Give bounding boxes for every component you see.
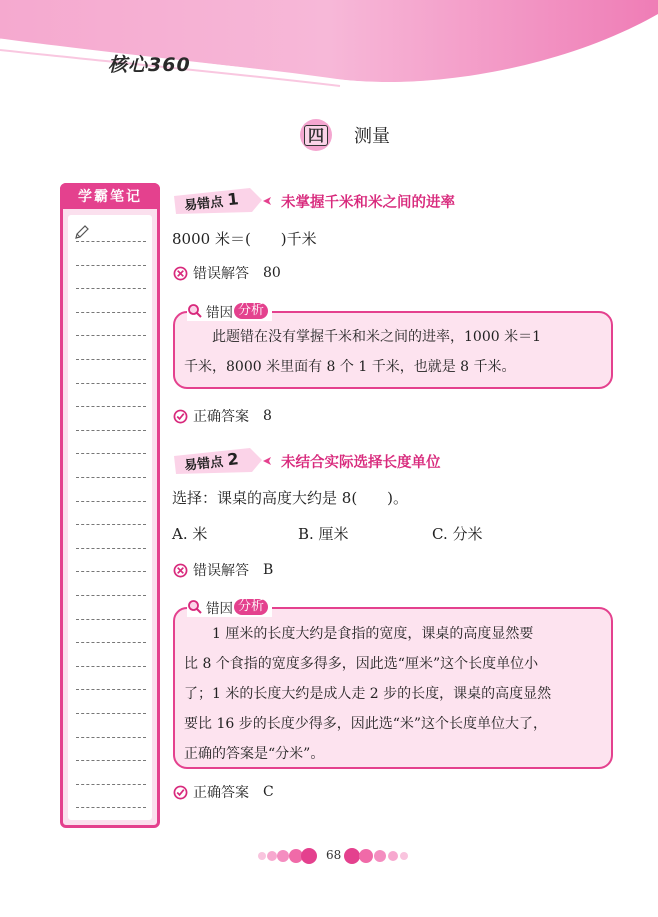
question-1: 8000 米＝( )千米 bbox=[172, 230, 317, 248]
footer-dot bbox=[400, 852, 408, 860]
analysis-line: 正确的答案是“分米”。 bbox=[184, 746, 325, 762]
pencil-icon bbox=[74, 224, 90, 240]
chapter-badge bbox=[300, 119, 332, 151]
note-line bbox=[76, 501, 146, 502]
tag-number: 2 bbox=[226, 449, 240, 470]
tag-label: 易错点 bbox=[183, 454, 224, 474]
analysis-text-2 bbox=[184, 619, 551, 769]
note-line bbox=[76, 359, 146, 360]
analysis-label-1 bbox=[187, 301, 272, 321]
note-line bbox=[76, 241, 146, 242]
option-c: C. 分米 bbox=[432, 525, 483, 543]
notes-title: 学霸笔记 bbox=[78, 189, 142, 205]
analysis-label-text: 错因 bbox=[206, 305, 233, 321]
note-line bbox=[76, 595, 146, 596]
note-line bbox=[76, 807, 146, 808]
wrong-answer-2 bbox=[173, 560, 273, 580]
notes-title-bar bbox=[60, 183, 160, 209]
note-line bbox=[76, 642, 146, 643]
wrong-answer-label: 错误解答 bbox=[193, 266, 249, 282]
cross-circle-icon bbox=[173, 563, 188, 578]
correct-answer-value: C bbox=[263, 784, 274, 800]
wrong-answer-1 bbox=[173, 263, 281, 283]
footer-dot bbox=[374, 850, 386, 862]
header-band bbox=[0, 0, 658, 90]
chapter-number: 四 bbox=[304, 125, 328, 146]
analysis-line: 千米，8000 米里面有 8 个 1 千米，也就是 8 千米。 bbox=[184, 359, 516, 375]
check-circle-icon bbox=[173, 409, 188, 424]
note-line bbox=[76, 430, 146, 431]
correct-answer-2 bbox=[173, 782, 274, 802]
footer-dot bbox=[258, 852, 266, 860]
analysis-pill: 分析 bbox=[234, 599, 268, 615]
note-line bbox=[76, 477, 146, 478]
header-wave-graphic bbox=[0, 0, 658, 90]
note-line bbox=[76, 760, 146, 761]
check-circle-icon bbox=[173, 785, 188, 800]
point-heading-1: 未掌握千米和米之间的进率 bbox=[281, 195, 455, 211]
note-line bbox=[76, 312, 146, 313]
brand-logo: 核心360 bbox=[108, 54, 191, 76]
tag-number: 1 bbox=[226, 189, 240, 210]
cross-circle-icon bbox=[173, 266, 188, 281]
point-heading-2: 未结合实际选择长度单位 bbox=[281, 455, 441, 471]
note-line bbox=[76, 453, 146, 454]
wrong-answer-value: B bbox=[263, 562, 274, 578]
analysis-text-1 bbox=[184, 322, 541, 382]
footer-dot bbox=[267, 851, 277, 861]
note-line bbox=[76, 548, 146, 549]
notes-sheet bbox=[68, 215, 152, 820]
footer-dot bbox=[277, 850, 289, 862]
footer-dot bbox=[359, 849, 373, 863]
magnifier-icon bbox=[187, 303, 203, 319]
wrong-answer-label: 错误解答 bbox=[193, 563, 249, 579]
note-line bbox=[76, 666, 146, 667]
arrow-icon bbox=[262, 196, 272, 206]
note-line bbox=[76, 383, 146, 384]
footer-dot bbox=[344, 848, 360, 864]
analysis-label-text: 错因 bbox=[206, 601, 233, 617]
analysis-line: 要比 16 步的长度少得多，因此选“米”这个长度单位大了， bbox=[184, 716, 548, 732]
note-line bbox=[76, 571, 146, 572]
note-line bbox=[76, 689, 146, 690]
analysis-line: 比 8 个食指的宽度多得多，因此选“厘米”这个长度单位小 bbox=[184, 656, 539, 672]
correct-answer-label: 正确答案 bbox=[193, 409, 249, 425]
correct-answer-1 bbox=[173, 406, 272, 426]
note-line bbox=[76, 619, 146, 620]
note-line bbox=[76, 265, 146, 266]
wrong-answer-value: 80 bbox=[263, 265, 281, 281]
footer-dot bbox=[301, 848, 317, 864]
analysis-pill: 分析 bbox=[234, 303, 268, 319]
chapter-title: 测量 bbox=[354, 126, 390, 147]
tag-label: 易错点 bbox=[183, 194, 224, 214]
note-line bbox=[76, 524, 146, 525]
option-a: A. 米 bbox=[172, 525, 208, 543]
note-line bbox=[76, 335, 146, 336]
note-line bbox=[76, 288, 146, 289]
question-2: 选择：课桌的高度大约是 8( )。 bbox=[172, 489, 409, 507]
magnifier-icon bbox=[187, 599, 203, 615]
note-line bbox=[76, 737, 146, 738]
correct-answer-value: 8 bbox=[263, 408, 272, 424]
page-number: 68 bbox=[326, 848, 342, 862]
note-line bbox=[76, 406, 146, 407]
analysis-line: 1 厘米的长度大约是食指的宽度，课桌的高度显然要 bbox=[212, 626, 534, 642]
option-b: B. 厘米 bbox=[298, 525, 349, 543]
note-line bbox=[76, 784, 146, 785]
correct-answer-label: 正确答案 bbox=[193, 785, 249, 801]
analysis-line: 此题错在没有掌握千米和米之间的进率，1000 米＝1 bbox=[212, 329, 541, 345]
note-line bbox=[76, 713, 146, 714]
footer-dot bbox=[388, 851, 398, 861]
analysis-line: 了；1 米的长度大约是成人走 2 步的长度，课桌的高度显然 bbox=[184, 686, 552, 702]
analysis-label-2 bbox=[187, 597, 272, 617]
arrow-icon bbox=[262, 456, 272, 466]
